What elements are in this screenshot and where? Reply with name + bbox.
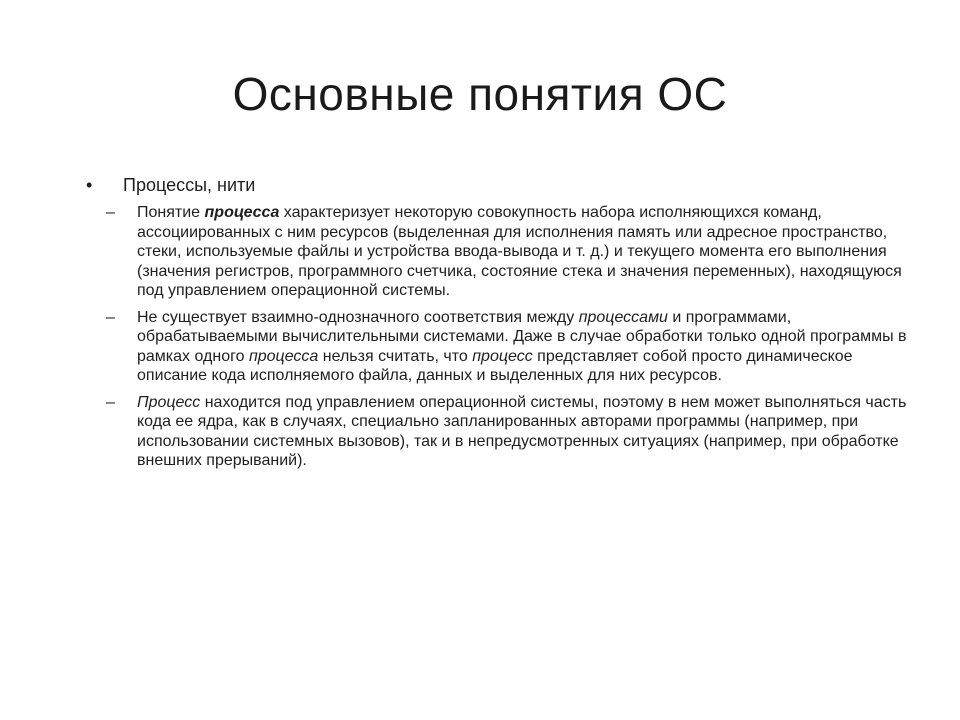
text-run: характеризует некоторую совокупность набора исполняющихся команд, ассоциированных с ним ресурсов (выделенная для исполнения память или адресное пространство, стеки, используемые файлы и устройства ввода-вывода и т. д.) и текущего момента его выполнения (значения регистров, программного счетчика, состояние стека и значения переменных), находящуюся под управлением операционной системы. (137, 204, 902, 299)
emphasis-term: процесса (204, 204, 280, 221)
sub-marker: – (106, 204, 115, 221)
text-run: Понятие (137, 204, 205, 221)
text-run: и программами, обрабатываемыми вычислительными системами. Даже в случае обработки только одной программы в рамках одного (137, 308, 907, 365)
bullet-text: Процессы, нити (123, 175, 256, 195)
sub-item-text (137, 393, 907, 471)
sub-item-1 (0, 203, 960, 301)
sub-item-text (137, 203, 907, 301)
text-run: представляет собой просто динамическое описание кода исполняемого файла, данных и выделенных для них ресурсов. (137, 347, 853, 384)
bullet-item (0, 172, 960, 202)
slide-content (0, 172, 960, 478)
slide-title: Основные понятия ОС (232, 68, 728, 120)
text-run: нельзя считать, что (318, 347, 473, 365)
text-run: находится под управлением операционной системы, поэтому в нем может выполняться часть кода ее ядра, как в случаях, специально запланированных авторами программы (например, при использовании системных вызовов), так и в непредусмотренных ситуациях (например, при обработке внешних прерываний). (137, 393, 907, 469)
sub-item-text (137, 308, 907, 386)
sub-item-3 (0, 393, 960, 471)
bullet-marker: • (86, 175, 93, 195)
sub-marker: – (106, 393, 115, 411)
italic-term: процесса (248, 347, 319, 365)
text-run: Не существует взаимно-однозначного соответствия между (137, 308, 579, 326)
italic-term: процессами (578, 308, 668, 326)
italic-term: процесс (472, 347, 533, 365)
sub-marker: – (106, 308, 115, 326)
sub-item-2 (0, 308, 960, 386)
italic-term: Процесс (137, 393, 201, 411)
